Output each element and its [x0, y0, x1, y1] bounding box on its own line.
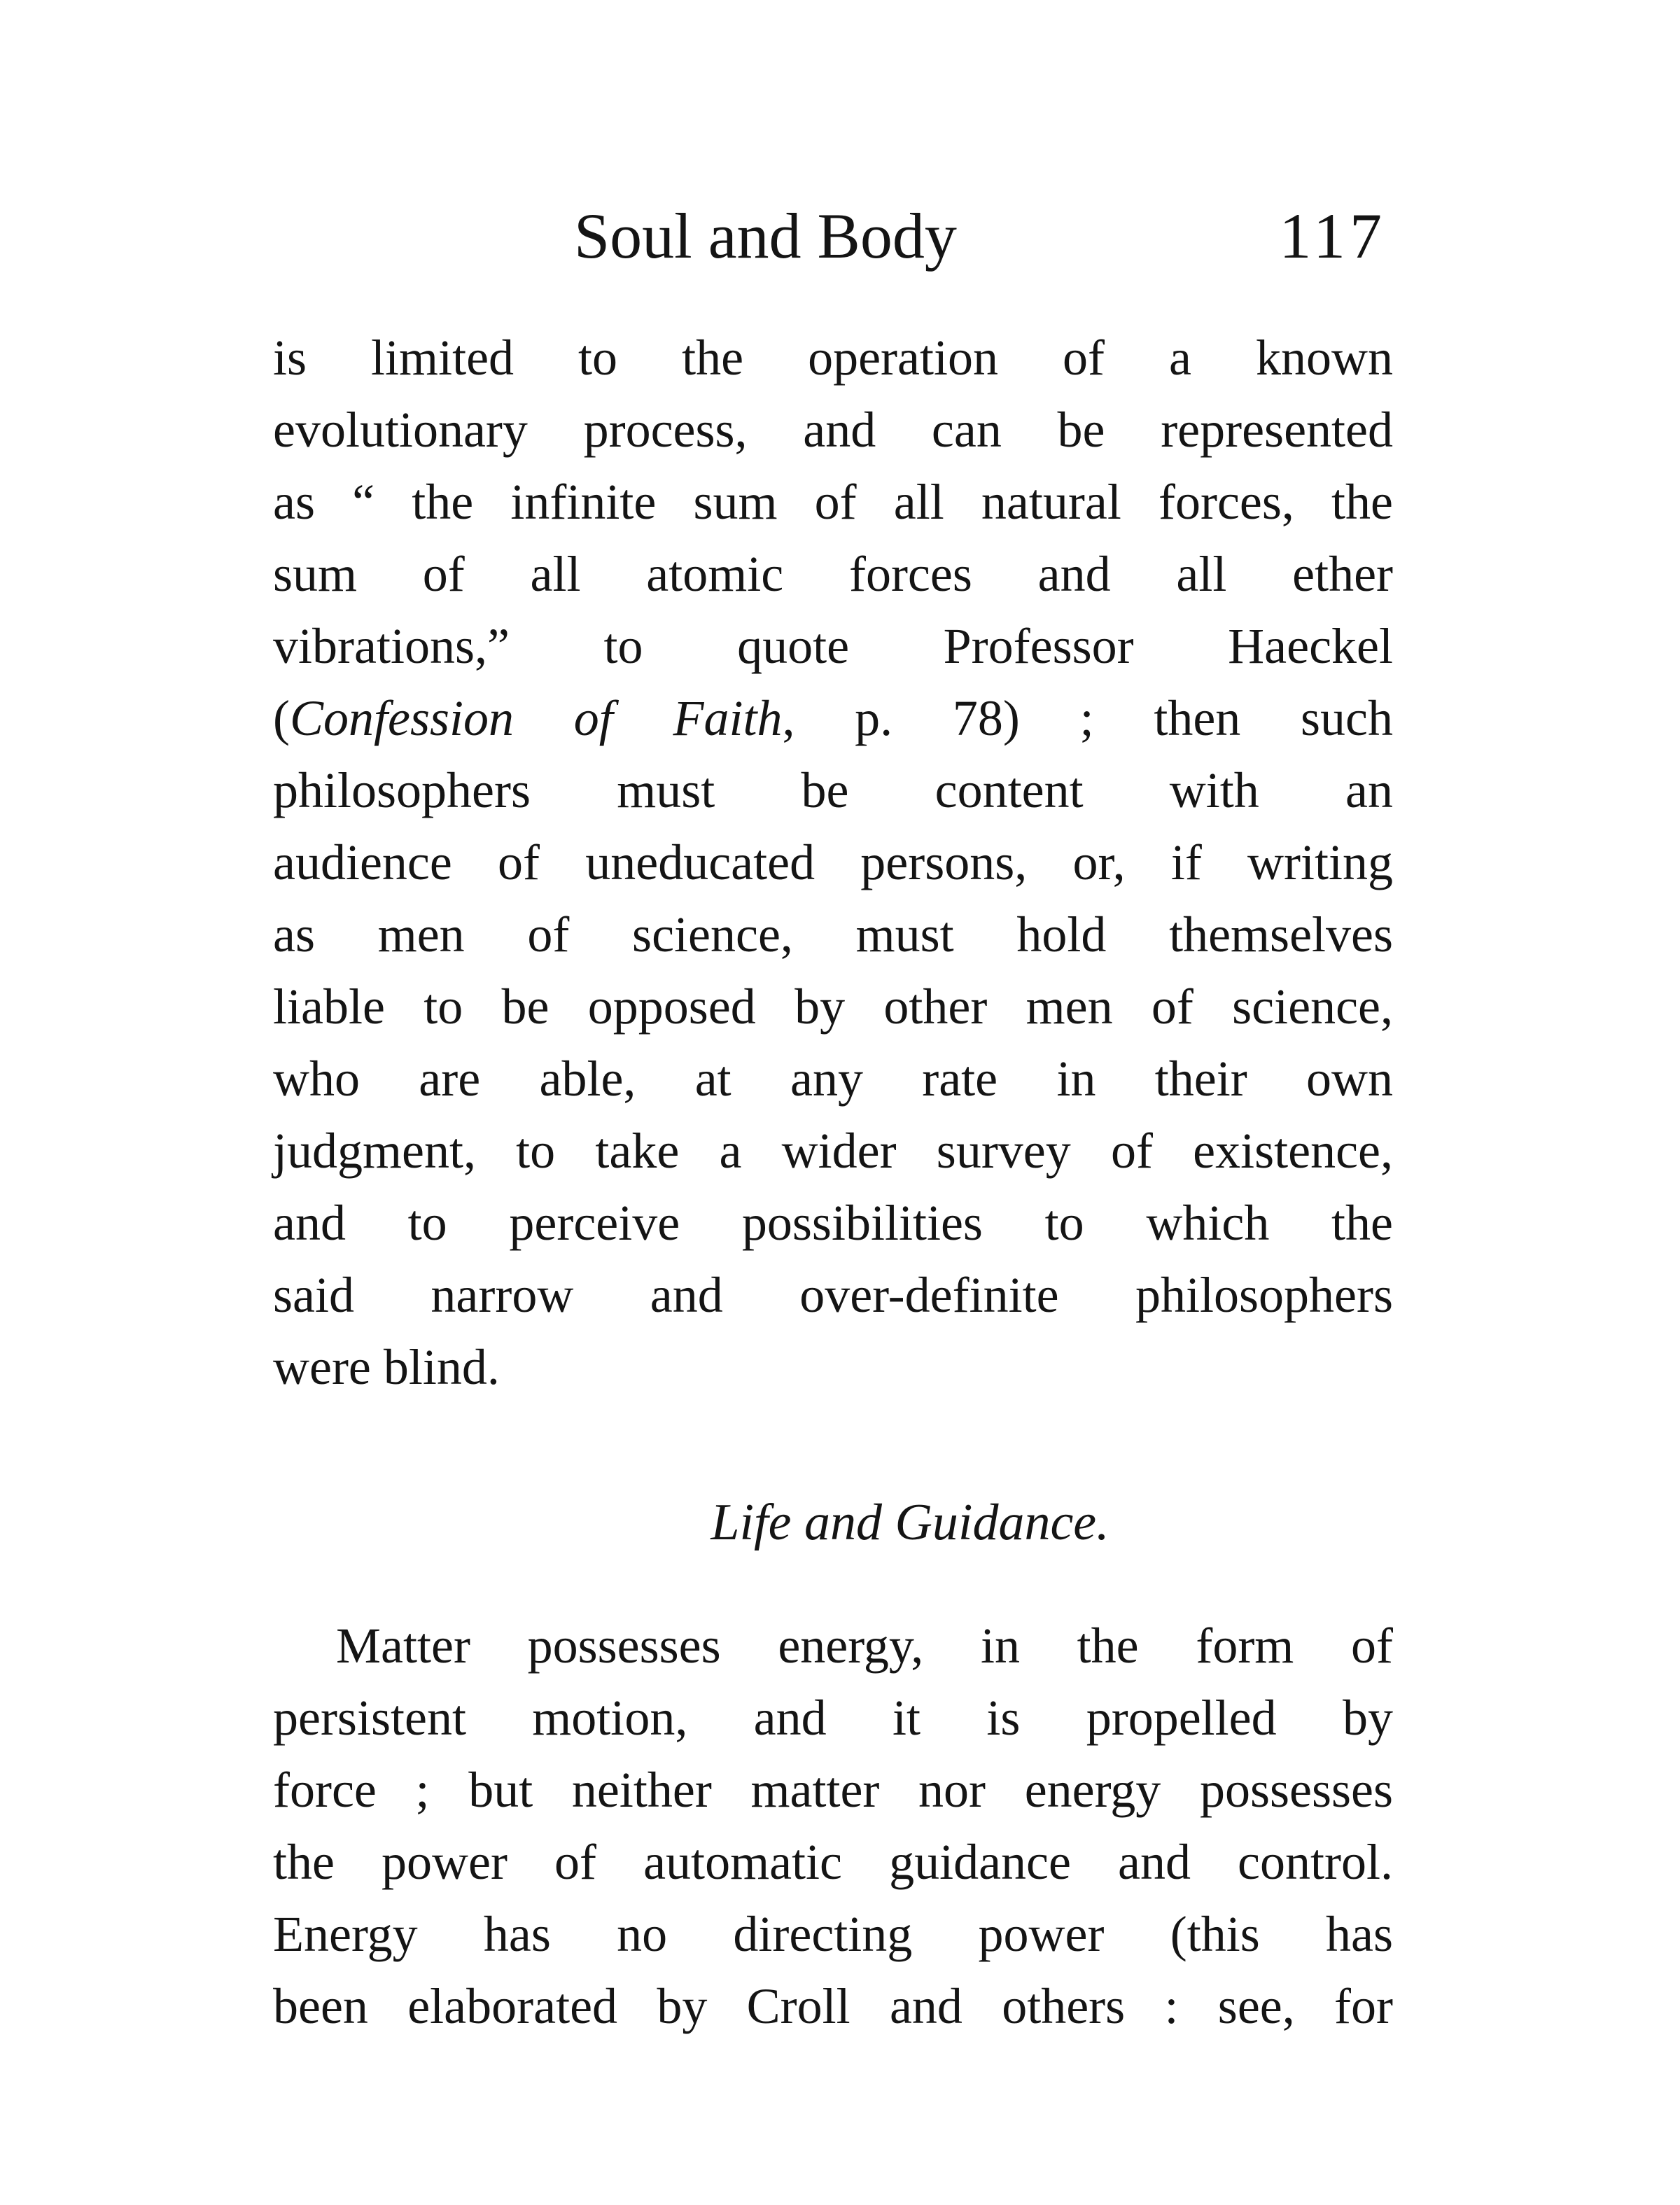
text-line: were blind. — [273, 1339, 500, 1395]
paragraph-2 — [273, 1610, 1393, 2043]
paragraph-1 — [273, 322, 1393, 1404]
page-number: 117 — [1279, 200, 1386, 272]
text-line: been elaborated by Croll and others : see, for — [273, 1978, 1393, 2034]
text-line: who are able, at any rate in their own — [273, 1051, 1393, 1107]
text-line: judgment, to take a wider survey of existence, — [273, 1123, 1393, 1179]
text-line: vibrations,” to quote Professor Haeckel — [273, 618, 1393, 674]
text-line: evolutionary process, and can be represented — [273, 402, 1393, 458]
running-title: Soul and Body — [574, 200, 957, 272]
text-line: Matter possesses energy, in the form of — [336, 1618, 1393, 1674]
text-line: philosophers must be content with an — [273, 762, 1393, 818]
running-head — [574, 197, 1386, 274]
text-line: the power of automatic guidance and control. — [273, 1834, 1393, 1890]
text-line: persistent motion, and it is propelled by — [273, 1690, 1393, 1746]
text-line: audience of uneducated persons, or, if writing — [273, 834, 1393, 890]
text-line: liable to be opposed by other men of science, — [273, 979, 1393, 1035]
text-line: Energy has no directing power (this has — [273, 1906, 1393, 1962]
text-line: sum of all atomic forces and all ether — [273, 546, 1393, 602]
text-line: as “ the infinite sum of all natural forces, the — [273, 474, 1393, 530]
section-heading: Life and Guidance. — [710, 1494, 1110, 1551]
text-line: force ; but neither matter nor energy possesses — [273, 1762, 1393, 1818]
text-line: as men of science, must hold themselves — [273, 906, 1393, 962]
book-title: Confession of Faith — [289, 690, 783, 746]
text-line: (Confession of Faith, p. 78) ; then such — [273, 690, 1393, 746]
text-line: said narrow and over-definite philosophers — [273, 1267, 1393, 1323]
text-line: is limited to the operation of a known — [273, 330, 1393, 386]
text-line: and to perceive possibilities to which the — [273, 1195, 1393, 1251]
